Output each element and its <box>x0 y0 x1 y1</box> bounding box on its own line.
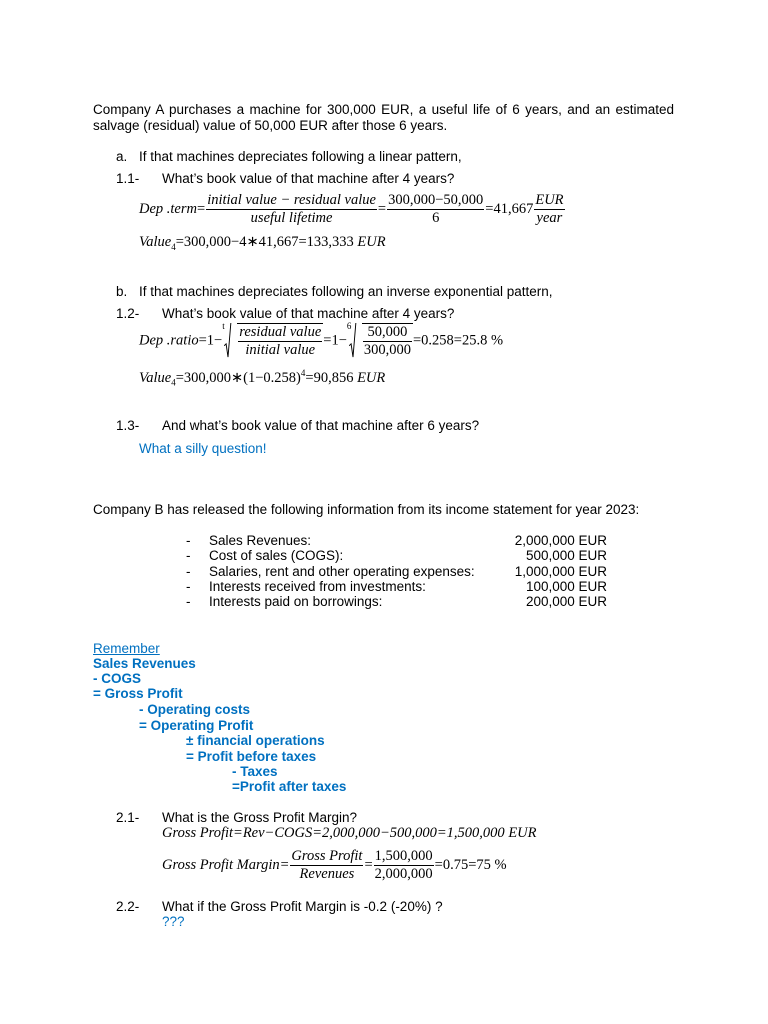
q11-text: What’s book value of that machine after 4 years? <box>162 171 455 186</box>
value-subscript: 4 <box>171 241 176 252</box>
part-b-marker: b. <box>116 284 128 299</box>
gpm-values-fraction <box>374 848 434 883</box>
gross-profit-unit: EUR <box>508 825 537 841</box>
list-bullet: - <box>186 564 191 579</box>
q21-number: 2.1- <box>116 810 140 825</box>
q11-number: 1.1- <box>116 171 140 186</box>
intro-paragraph: Company A purchases a machine for 300,000 EUR, a useful life of 6 years, and an estimated salvage (residual) value of 50,000 EUR after those 6 years. <box>93 102 674 133</box>
nth-root-formula <box>222 323 323 359</box>
part-b-text: If that machines depreciates following an inverse exponential pattern, <box>139 284 553 299</box>
value-lhs: Value <box>139 369 172 386</box>
radical-sign <box>224 323 232 359</box>
list-label: Sales Revenues: <box>209 533 312 548</box>
fraction-numerator: Gross Profit <box>291 848 363 864</box>
gpm-lhs: Gross Profit Margin= <box>162 856 290 873</box>
gross-profit-margin-equation: Gross Profit Margin= $\frac{\text{Gross Profit}}{\text{Revenues}}$ = $\frac{1,500,000}{2,000,000}$ =0.75=75 % <box>162 848 507 882</box>
unit-fraction <box>534 192 564 227</box>
remember-line: = Gross Profit <box>93 686 183 701</box>
list-bullet: - <box>186 579 191 594</box>
part-a-marker: a. <box>116 149 128 164</box>
q13-number: 1.3- <box>116 418 140 433</box>
q12-number: 1.2- <box>116 306 140 321</box>
list-label: Cost of sales (COGS): <box>209 548 344 563</box>
q22-number: 2.2- <box>116 899 140 914</box>
fraction-denominator: year <box>536 210 563 226</box>
root-index: t <box>222 321 225 331</box>
dep-term-equation: Dep .term= $\frac{\text{initial value − residual value}}{\text{useful lifetime}}$ = $\frac{300,000-50,000}{6}$ =41,667 $\frac{\text{EUR}}{\text{year}}$ <box>139 192 564 226</box>
list-value: 2,000,000 EUR <box>514 533 607 548</box>
nth-root-values <box>347 323 413 359</box>
q13-text: And what’s book value of that machine after 6 years? <box>162 418 480 433</box>
fraction-denominator: Revenues <box>299 866 355 882</box>
list-bullet: - <box>186 548 191 563</box>
fraction-denominator: useful lifetime <box>250 210 333 226</box>
fraction-numerator: EUR <box>535 192 564 208</box>
fraction-numerator: 50,000 <box>363 324 412 342</box>
remember-line: ± financial operations <box>186 733 325 748</box>
remember-line: = Operating Profit <box>139 718 254 733</box>
fraction-numerator: residual value <box>239 324 322 340</box>
value-rhs-a: =300,000∗ <box>175 369 244 386</box>
value-subscript: 4 <box>171 377 176 388</box>
dep-ratio-equation: Dep .ratio=1− t $\frac{\text{residual value}}{\text{initial value}}$ =1− 6 $\frac{50,000}{300,000}$ =0.258=25.8 % <box>139 321 504 358</box>
value-rhs: 300,000−4∗41,667=133,333 <box>183 234 354 250</box>
gross-profit-equation <box>162 825 537 842</box>
list-value: 100,000 EUR <box>525 579 607 594</box>
value-unit: EUR <box>357 234 386 250</box>
q22-answer: ??? <box>162 914 185 929</box>
value4-linear-equation: Value$_4$=300,000−4∗41,667=133,333 EUR <box>139 234 386 252</box>
gross-profit-formula: Gross Profit=Rev−COGS=2,000,000−500,000=1,500,000 <box>162 825 505 841</box>
fraction-numerator: initial value − residual value <box>207 192 376 208</box>
radical-sign <box>346 321 357 359</box>
root-values-fraction <box>363 324 412 359</box>
fraction-numerator: 300,000−50,000 <box>388 192 484 208</box>
remember-title: Remember <box>93 641 160 656</box>
value-rhs-b: =90,856 <box>305 369 354 386</box>
one-minus: 1− <box>206 332 223 349</box>
fraction-denominator: 300,000 <box>363 342 411 358</box>
part-a-text: If that machines depreciates following a linear pattern, <box>139 149 462 164</box>
list-label: Salaries, rent and other operating expenses: <box>209 564 475 579</box>
list-value: 200,000 EUR <box>525 594 607 609</box>
remember-line: - COGS <box>93 671 142 686</box>
remember-line: - Taxes <box>232 764 278 779</box>
q21-text: What is the Gross Profit Margin? <box>162 810 358 825</box>
company-b-intro: Company B has released the following information from its income statement for year 2023: <box>93 502 640 517</box>
root-index: 6 <box>346 321 352 331</box>
dep-term-result: 41,667 <box>493 200 534 217</box>
one-minus: 1− <box>331 332 347 349</box>
value4-exponential-equation <box>139 368 385 388</box>
dep-term-lhs: Dep .term <box>139 200 197 217</box>
dep-ratio-lhs: Dep .ratio <box>139 332 199 349</box>
dep-ratio-result: =0.258=25.8 % <box>413 332 504 349</box>
remember-line: = Profit before taxes <box>186 749 317 764</box>
remember-line: =Profit after taxes <box>232 779 347 794</box>
list-bullet: - <box>186 594 191 609</box>
dep-term-values-fraction <box>387 192 484 227</box>
gpm-result: =0.75=75 % <box>434 856 507 873</box>
remember-line: - Operating costs <box>139 702 251 717</box>
dep-term-formula-fraction <box>206 192 377 227</box>
value-unit: EUR <box>357 369 386 386</box>
value-exponent: 4 <box>300 368 306 378</box>
fraction-denominator: 6 <box>432 210 440 226</box>
gpm-formula-fraction <box>290 848 363 883</box>
value-lhs: Value <box>139 234 172 250</box>
q12-text: What’s book value of that machine after 4 years? <box>162 306 455 321</box>
list-value: 1,000,000 EUR <box>514 564 607 579</box>
list-value: 500,000 EUR <box>525 548 607 563</box>
list-label: Interests received from investments: <box>209 579 426 594</box>
fraction-denominator: 2,000,000 <box>374 866 433 882</box>
q22-text: What if the Gross Profit Margin is -0.2 (-20%) ? <box>162 899 443 914</box>
fraction-denominator: initial value <box>245 342 316 358</box>
remember-line: Sales Revenues <box>93 656 196 671</box>
list-label: Interests paid on borrowings: <box>209 594 383 609</box>
q13-answer: What a silly question! <box>139 441 267 456</box>
value-paren: (1−0.258) <box>243 369 301 386</box>
root-formula-fraction <box>238 324 322 359</box>
list-bullet: - <box>186 533 191 548</box>
fraction-numerator: 1,500,000 <box>374 848 433 864</box>
